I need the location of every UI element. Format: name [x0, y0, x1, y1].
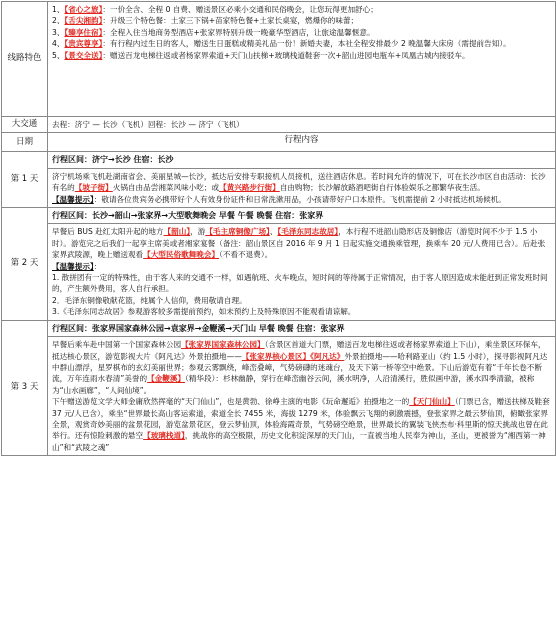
itinerary-table: [1, 1, 556, 456]
day-paragraph: 早餐后 BUS 赴红太阳升起的地方【韶山】，游【毛主席铜像广场】、【毛泽东同志故居】，本行程不进韶山隐形店及铜像店（游览时间不少于 1.5 小时）。游览完之后我们一起享主席美或者湘家宴餐（备注：韶山景区自 2016 年 9 月 1 日起实施交通换乘管理，换乘车 20 元/人费用已含）。后赴张家界武陵源，晚上赠送观看【大型民俗歌舞晚会】（不看不退费）。: [52, 227, 546, 260]
day-title: 行程区间：张家界国家森林公园→袁家界→金鞭溪→天门山 早餐 晚餐 住宿：张家界: [48, 320, 556, 336]
day-paragraph: 下午赠送游览文学大师金庸欣然挥毫的“天门仙山”，也是黄勃、徐峥主演的电影《玩命邂逅》拍摄地之一的【天门仙山】（门票已含，赠送扶梯及鞋套 37 元/人已含），乘坐“世界最长高山客运索道，索道全长 7455 米，海拔 1279 米，体验飘云飞翔的刺激震撼，登张家界之最云梦仙顶，俯瞰张家界全景，观赏奇妙美丽的盆景花园，游览盆景花区，登云梦仙顶，体验海霞奇景，气势磅空绝景，世界最长的翼装飞侠杰布·科里斯的惊天挑战也曾在此举行。还有惊险刺激的悬空【玻璃栈道】，挑战你的高空极限，历史文化积淀深厚的天门山，一直被当地人民奉为神山，圣山，更被誉为“湘西第一神山”和“武陵之魂”: [52, 397, 550, 452]
date-header: 日期: [2, 133, 48, 152]
day-row: [2, 320, 556, 336]
features-cell: [48, 2, 556, 117]
day-paragraph: 济宁机场乘飞机赴湖南省会、美丽星城—长沙，抵达后安排专职接机人员接机，送往酒店休息。若时间允许的情况下，可在长沙市区自由活动：长沙有名的【坡子街】火锅自由品尝湘菜风味小吃；或【黄兴路步行街】自由购物；长沙解放路酒吧街自行体验娱乐之都繁华夜生活。: [52, 171, 546, 193]
feature-item: 3、【臻享住宿】：全程入住当地商务型酒店+张家界特别升级一晚豪华型酒店，让旅途温馨惬意。: [52, 27, 375, 37]
feature-item: 1、【省心之旅】：一价全含、全程 0 自费、赠送景区必乘小交通和民俗晚会，让您玩得更加舒心；: [52, 5, 378, 14]
day-label: 第 2 天: [2, 208, 48, 321]
features-label: 线路特色: [2, 2, 48, 117]
day-title: 行程区间：济宁→长沙 住宿：长沙: [48, 152, 556, 168]
day-content-row: [2, 168, 556, 207]
features-row: [2, 2, 556, 117]
day-row: [2, 208, 556, 224]
transport-text: 去程：济宁 — 长沙（飞机）回程：长沙 — 济宁（飞机）: [48, 117, 556, 133]
day-tip-item: 3.《毛泽东同志故居》参观游客较多需提前预约，如未预约上及特殊原因不能观看请谅解。: [52, 307, 356, 317]
transport-row: [2, 117, 556, 133]
day-content-row: [2, 224, 556, 320]
day-tip-item: 1. 散拼团有一定的特殊性，由于客人来的交通不一样，如遇航班、火车晚点，短时间的等待属于正常情况，由于客人原因造成未能赶到正常发班时间的，产生额外费用，客人自行承担。: [52, 273, 548, 294]
day-tip-title: 【温馨提示】：: [52, 261, 102, 271]
day-content: [48, 168, 556, 207]
content-header: 行程内容: [48, 133, 556, 152]
transport-label: 大交通: [2, 117, 48, 133]
header-row: [2, 133, 556, 152]
feature-item: 5、【景交全送】：赠送百龙电梯往返或者杨家界索道+天门山扶梯+玻璃栈道鞋套一次+韶山进园电瓶车+凤凰古城内接驳车。: [52, 50, 470, 60]
day-title: 行程区间：长沙→韶山→张家界→大型歌舞晚会 早餐 午餐 晚餐 住宿：张家界: [48, 208, 556, 224]
day-content: [48, 337, 556, 456]
day-row: [2, 152, 556, 168]
day-paragraph: 早餐后乘车赴中国第一个国家森林公园【张家界国家森林公园】（含景区首道大门票，赠送百龙电梯往返或者杨家界索道上下山），乘坐景区环保车，抵达核心景区，游览影视大片《阿凡达》外景拍摄地——【张家界核心景区】《阿凡达》外景拍摄地——哈利路亚山（约 1.5 小时），探寻影视阿凡达中群山漂浮，星罗棋布的玄幻美丽世界；参观云雾飘绕，峰峦叠嶂，气势磅礴的迷魂台，及天下第一桥等空中绝景。下山后游览有着“千年长卷不断流，万年连雨水春清”美誉的【金鞭溪】（精华段）：杉林幽静，穿行在峰峦幽谷云间，溪水明净，人沿清溪行，胜似画中游，溪水四季清澈，被称为“山水画廊”，“人间仙境”。: [52, 340, 548, 395]
day-content: [48, 224, 556, 320]
feature-item: 4、【贵宾尊享】：有行程内过生日的客人，赠送生日蛋糕或精美礼品一份！新婚夫妻，本社全程安排最少 2 晚温馨大床房（需提前告知）。: [52, 39, 511, 49]
day-content-row: [2, 337, 556, 456]
day-tip: 【温馨提示】：敬请各位贵宾务必携带好个人有效身份证件和日常洗漱用品，小孩请带好户口本原件。飞机需提前 2 小时抵达机场候机。: [52, 194, 506, 204]
day-label: 第 1 天: [2, 152, 48, 208]
feature-item: 2、【舌尖湘韵】：升级三个特色餐：土家三下锅+苗家特色餐+土家长桌宴，燃爆你的味蕾；: [52, 16, 359, 26]
day-label: 第 3 天: [2, 320, 48, 455]
day-tip-item: 2．毛泽东铜像敬献花篮，纯属个人信仰，费用敬请自理。: [52, 295, 247, 305]
